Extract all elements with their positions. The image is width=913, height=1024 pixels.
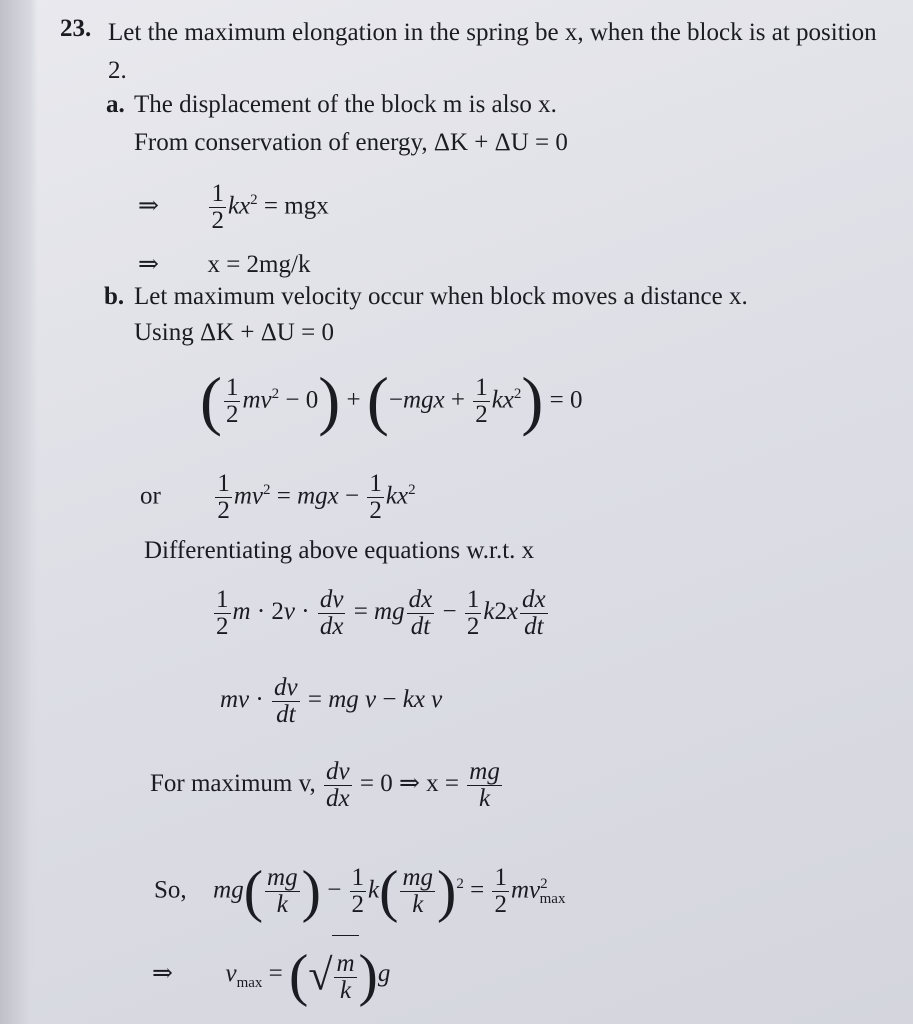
differentiating-text: Differentiating above equations w.r.t. x xyxy=(144,537,535,564)
implies-symbol-1: ⇒ xyxy=(138,192,159,220)
vmax-result: ⇒ $v_{max}$ = (√ $\frac{m}{k}$ )g xyxy=(152,934,390,1023)
derivative-equation-2: mv · $\frac{dv}{dt}$ = mg v − kx v xyxy=(220,673,443,728)
part-b-line1: Let maximum velocity occur when block moves a distance x. xyxy=(134,283,748,310)
part-b-label: b. xyxy=(104,283,125,310)
problem-number-line xyxy=(60,14,91,44)
max-cond-prefix: For maximum v, xyxy=(150,770,316,797)
energy-equation: ( $\frac{1}{2}$ $mv^2 - 0) + (-mgx$ + $\frac{1}{2}$ $kx^2) = 0$ xyxy=(200,364,583,438)
part-a-line2: From conservation of energy, ΔK + ΔU = 0 xyxy=(134,129,568,156)
part-b-line2: Using ΔK + ΔU = 0 xyxy=(134,319,334,346)
fraction-half: $\frac{1}{2}$ xyxy=(211,180,224,235)
max-cond-result: = 0 ⇒ x = xyxy=(359,770,460,797)
or-label: or xyxy=(140,482,161,510)
part-a-eq1: ⇒ $\frac{1}{2}$ $kx^2$ = mgx xyxy=(138,180,329,235)
max-velocity-condition: For maximum v, $\frac{dv}{dx}$ = 0 ⇒ x = $\frac{mg}{k}$ xyxy=(150,757,500,812)
implies-symbol-3: ⇒ xyxy=(152,960,173,987)
part-a-label: a. xyxy=(106,91,125,118)
implies-symbol-2: ⇒ xyxy=(138,251,159,278)
eq1-rhs: = mgx xyxy=(263,192,329,220)
energy-equation-2: or $\frac{1}{2}$ $mv^2$ = mgx − $\frac{1}{2}$ $kx^2$ xyxy=(140,470,416,525)
vmax-substitution: So, mg( $\frac{mg}{k}$ ) − $\frac{1}{2}$ k( $\frac{mg}{k}$ )$^2$ = $\frac{1}{2}$ $mv^2_{max}$ xyxy=(154,858,566,924)
eq2-text: x = 2mg/k xyxy=(207,251,311,278)
so-label: So, xyxy=(154,876,187,904)
problem-intro: Let the maximum elongation in the spring be x, when the block is at position 2. xyxy=(108,19,877,84)
part-a-eq2 xyxy=(138,250,310,280)
problem-number: 23. xyxy=(60,15,92,42)
page-binding-shadow xyxy=(0,0,38,1024)
derivative-equation-1: $\frac{1}{2}$ m · 2v · $\frac{dv}{dx}$ = mg $\frac{dx}{dt}$ − $\frac{1}{2}$ k2x $\frac{dx}{dt}$ xyxy=(216,585,546,640)
part-a-line1: The displacement of the block m is also x. xyxy=(134,91,557,118)
